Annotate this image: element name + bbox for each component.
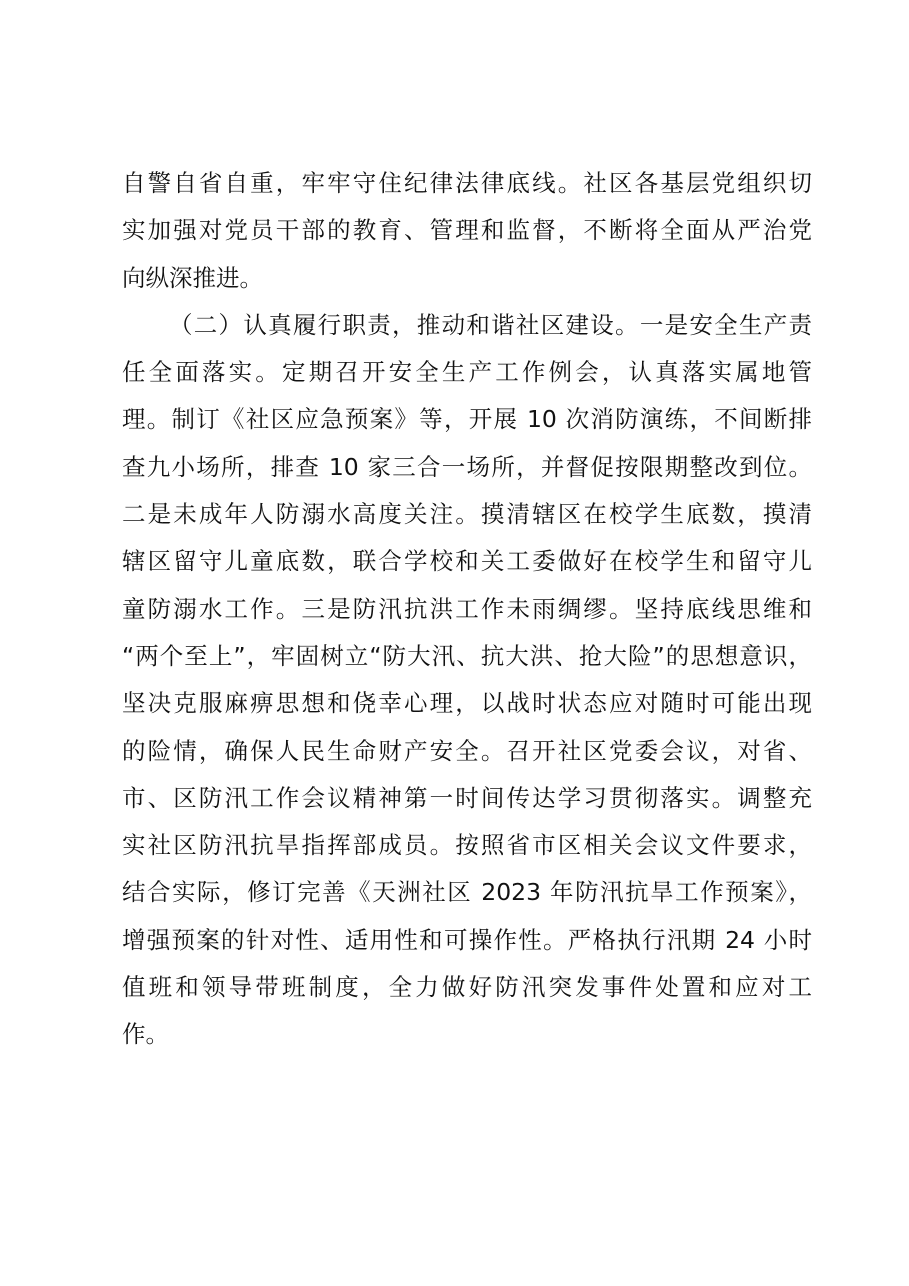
text-line: 查九小场所，排查 10 家三合一场所，并督促按限期整改到位。 — [122, 452, 812, 481]
text-line: 作。 — [122, 1020, 169, 1049]
paragraph-section-two — [122, 302, 812, 1059]
text-line: 自警自省自重，牢牢守住纪律法律底线。社区各基层党组织切 — [122, 169, 812, 197]
text-line: 值班和领导带班制度，全力做好防汛突发事件处置和应对工 — [122, 973, 812, 1002]
text-line: 任全面落实。定期召开安全生产工作例会，认真落实属地管 — [122, 358, 812, 387]
text-line: 增强预案的针对性、适用性和可操作性。严格执行汛期 24 小时 — [122, 925, 812, 954]
text-line: 向纵深推进。 — [122, 263, 263, 292]
paragraph-continued — [122, 160, 812, 302]
text-line: 辖区留守儿童底数，联合学校和关工委做好在校学生和留守儿 — [122, 547, 812, 576]
text-line: 实社区防汛抗旱指挥部成员。按照省市区相关会议文件要求， — [122, 831, 812, 860]
text-line: 二是未成年人防溺水高度关注。摸清辖区在校学生底数，摸清 — [122, 500, 812, 529]
text-line: 童防溺水工作。三是防汛抗洪工作未雨绸缪。坚持底线思维和 — [122, 594, 812, 623]
text-line: 结合实际，修订完善《天洲社区 2023 年防汛抗旱工作预案》， — [122, 878, 812, 907]
text-line: 实加强对党员干部的教育、管理和监督，不断将全面从严治党 — [122, 216, 812, 245]
text-line: 市、区防汛工作会议精神第一时间传达学习贯彻落实。调整充 — [122, 783, 812, 812]
text-line: “两个至上”，牢固树立“防大汛、抗大洪、抢大险”的思想意识， — [122, 641, 812, 670]
text-line: 的险情，确保人民生命财产安全。召开社区党委会议，对省、 — [122, 736, 812, 765]
text-line: （二）认真履行职责，推动和谐社区建设。一是安全生产责 — [169, 310, 812, 339]
text-line: 理。制订《社区应急预案》等，开展 10 次消防演练，不间断排 — [122, 405, 812, 434]
text-line: 坚决克服麻痹思想和侥幸心理，以战时状态应对随时可能出现 — [122, 689, 812, 718]
document-body — [122, 160, 812, 1059]
